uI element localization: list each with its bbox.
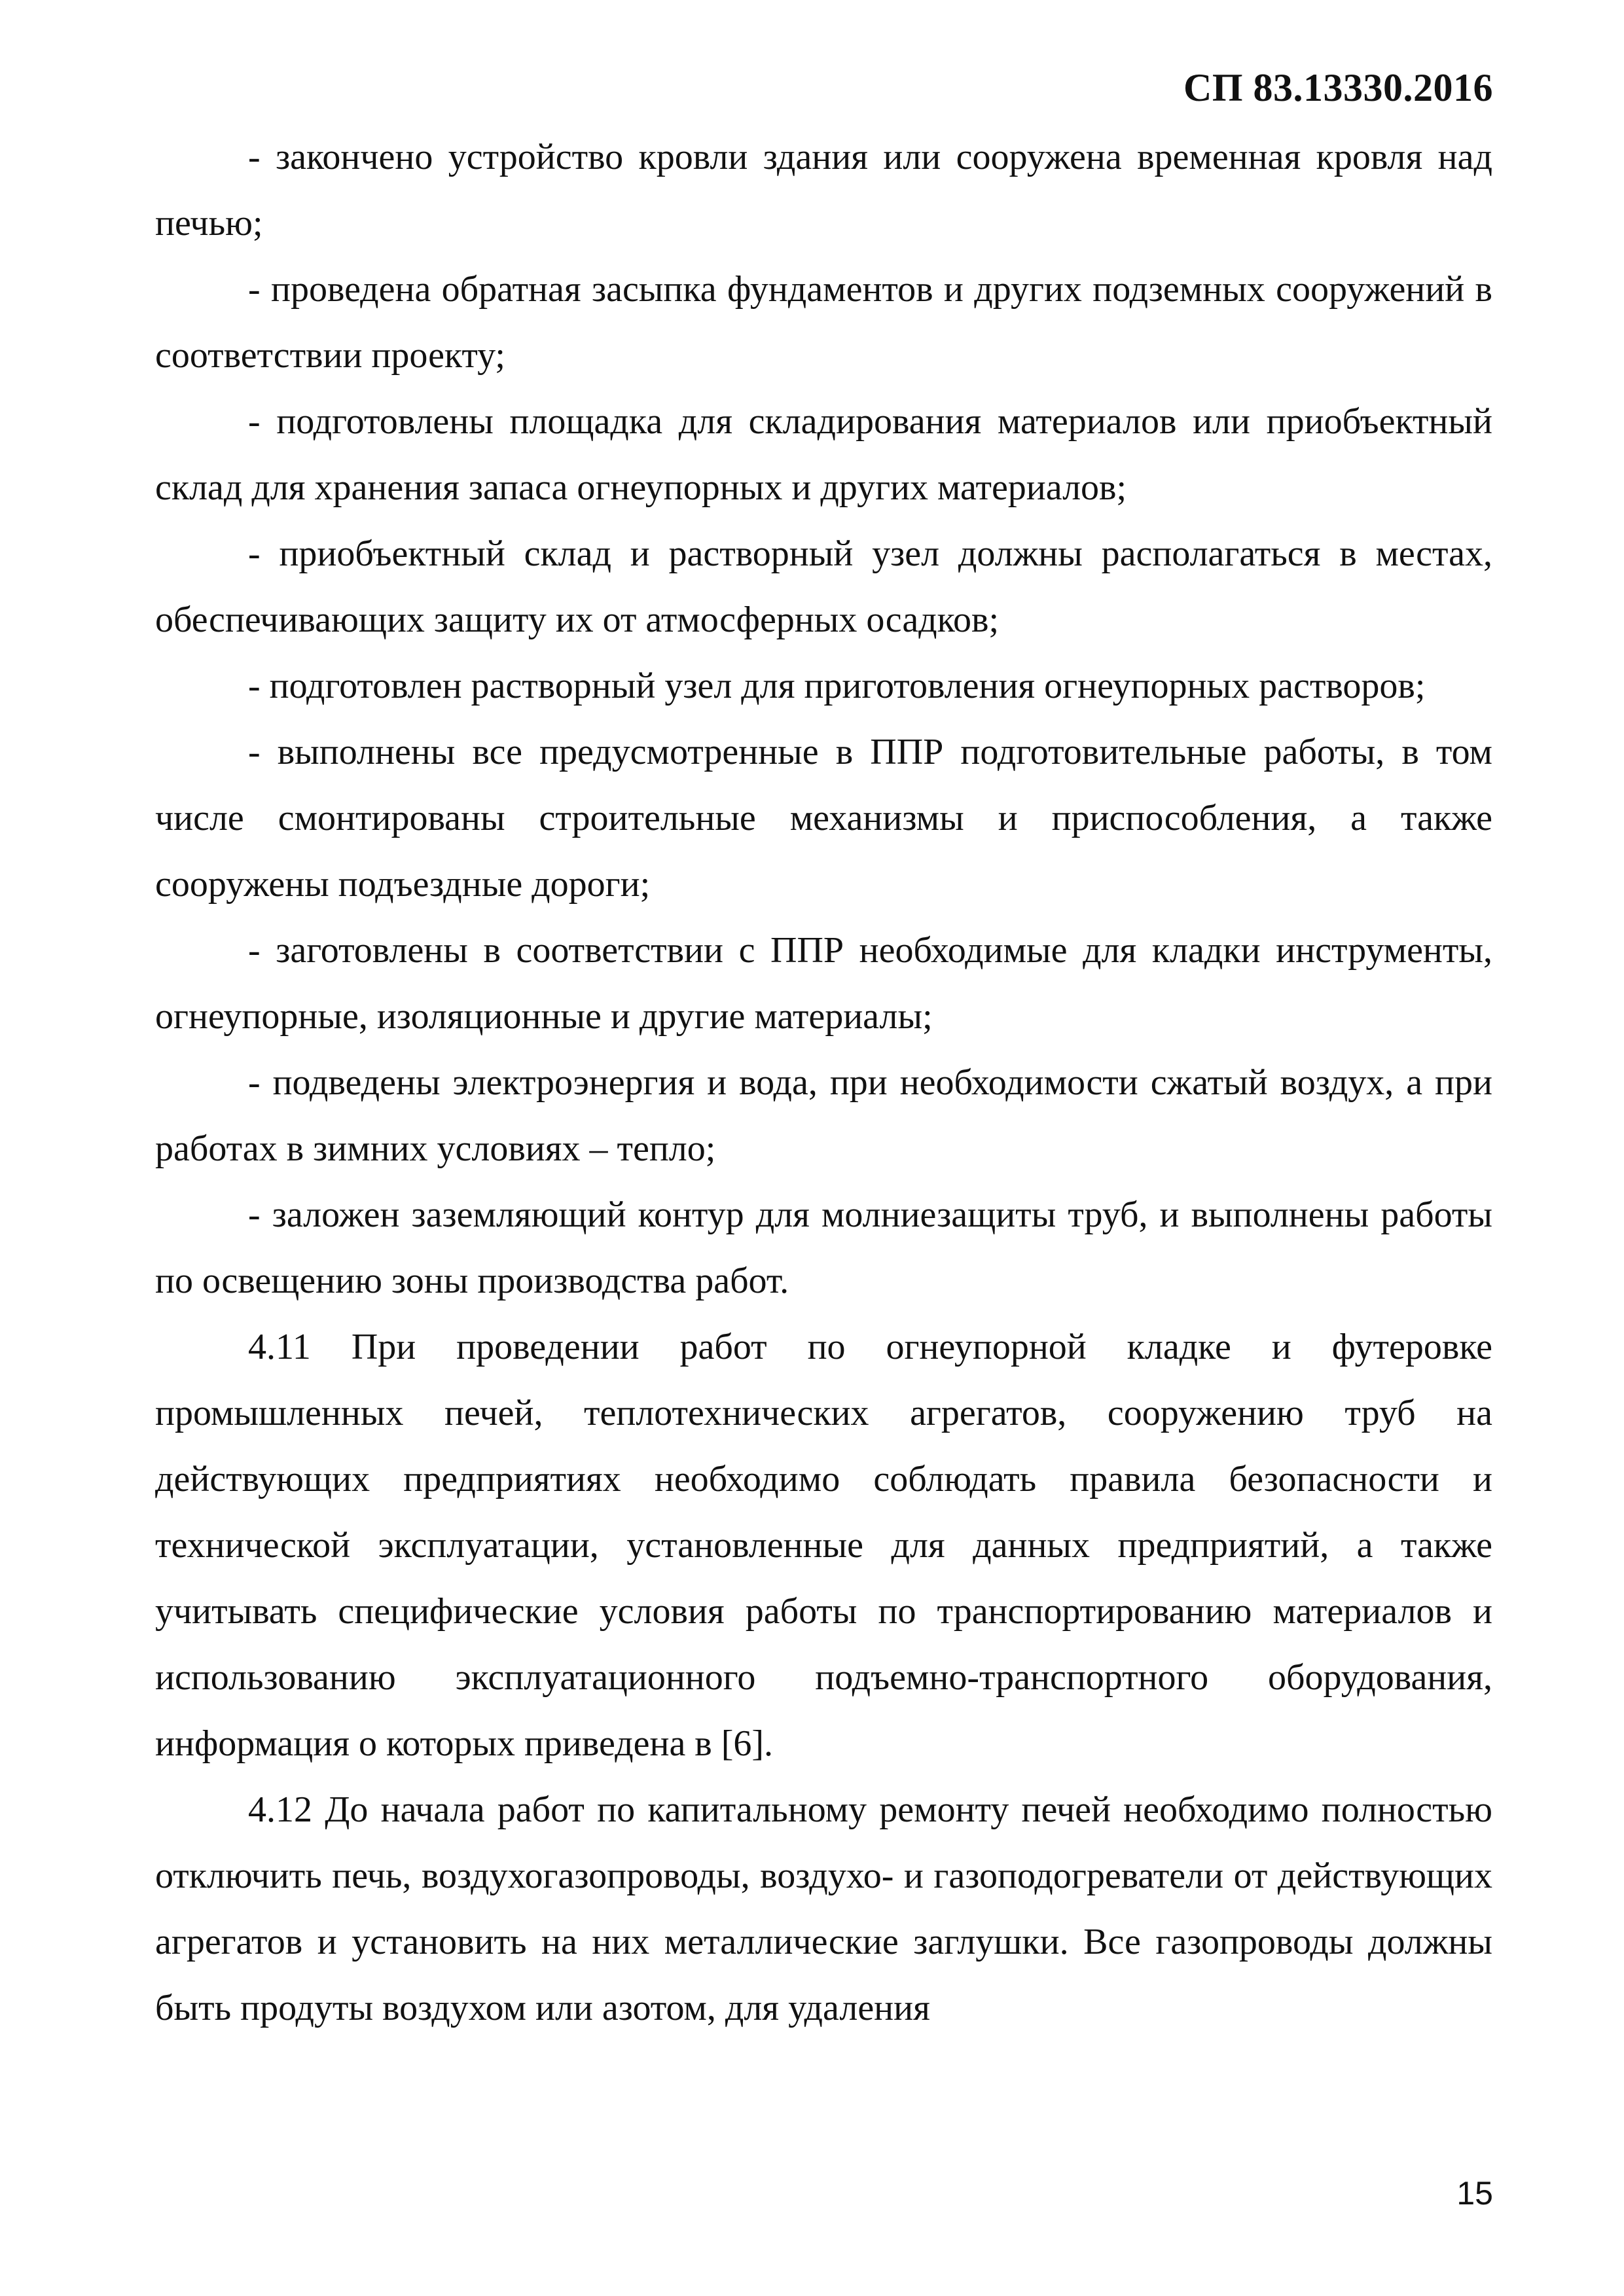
paragraph-storage-location: - приобъектный склад и растворный узел должны располагаться в местах, обеспечивающих защиту их от атмосферных осадков;	[155, 533, 1492, 640]
paragraph-grounding: - заложен заземляющий контур для молниезащиты труб, и выполнены работы по освещению зоны производства работ.	[155, 1194, 1492, 1301]
paragraph-4-11: 4.11 При проведении работ по огнеупорной кладке и футеровке промышленных печей, теплотехнических агрегатов, сооружению труб на действующих предприятиях необходимо соблюдать правила безопасности и технической эксплуатации, установленные для данных предприятий, а также учитывать специфические условия работы по транспортированию материалов и использованию эксплуатационного подъемно-транспортного оборудования, информация о которых приведена в [6].	[155, 1327, 1492, 1764]
paragraph-storage-area: - подготовлены площадка для складирования материалов или приобъектный склад для хранения запаса огнеупорных и других материалов;	[155, 401, 1492, 508]
paragraph-roof: - закончено устройство кровли здания или сооружена временная кровля над печью;	[155, 137, 1492, 243]
document-body	[155, 124, 1492, 2041]
paragraph-utilities: - подведены электроэнергия и вода, при необходимости сжатый воздух, а при работах в зимних условиях – тепло;	[155, 1062, 1492, 1169]
paragraph-mortar-unit: - подготовлен растворный узел для приготовления огнеупорных растворов;	[248, 666, 1426, 706]
paragraph-tools-materials: - заготовлены в соответствии с ППР необходимые для кладки инструменты, огнеупорные, изоляционные и другие материалы;	[155, 930, 1492, 1037]
document-header: СП 83.13330.2016	[1183, 66, 1493, 109]
paragraph-backfill: - проведена обратная засыпка фундаментов и других подземных сооружений в соответствии проекту;	[155, 269, 1492, 376]
paragraph-4-12: 4.12 До начала работ по капитальному ремонту печей необходимо полностью отключить печь, воздухогазопроводы, воздухо- и газоподогреватели от действующих агрегатов и установить на них металлические заглушки. Все газопроводы должны быть продуты воздухом или азотом, для удаления	[155, 1789, 1492, 2028]
paragraph-preparatory-works: - выполнены все предусмотренные в ППР подготовительные работы, в том числе смонтированы строительные механизмы и приспособления, а также сооружены подъездные дороги;	[155, 732, 1492, 905]
page-number: 15	[1456, 2175, 1493, 2212]
